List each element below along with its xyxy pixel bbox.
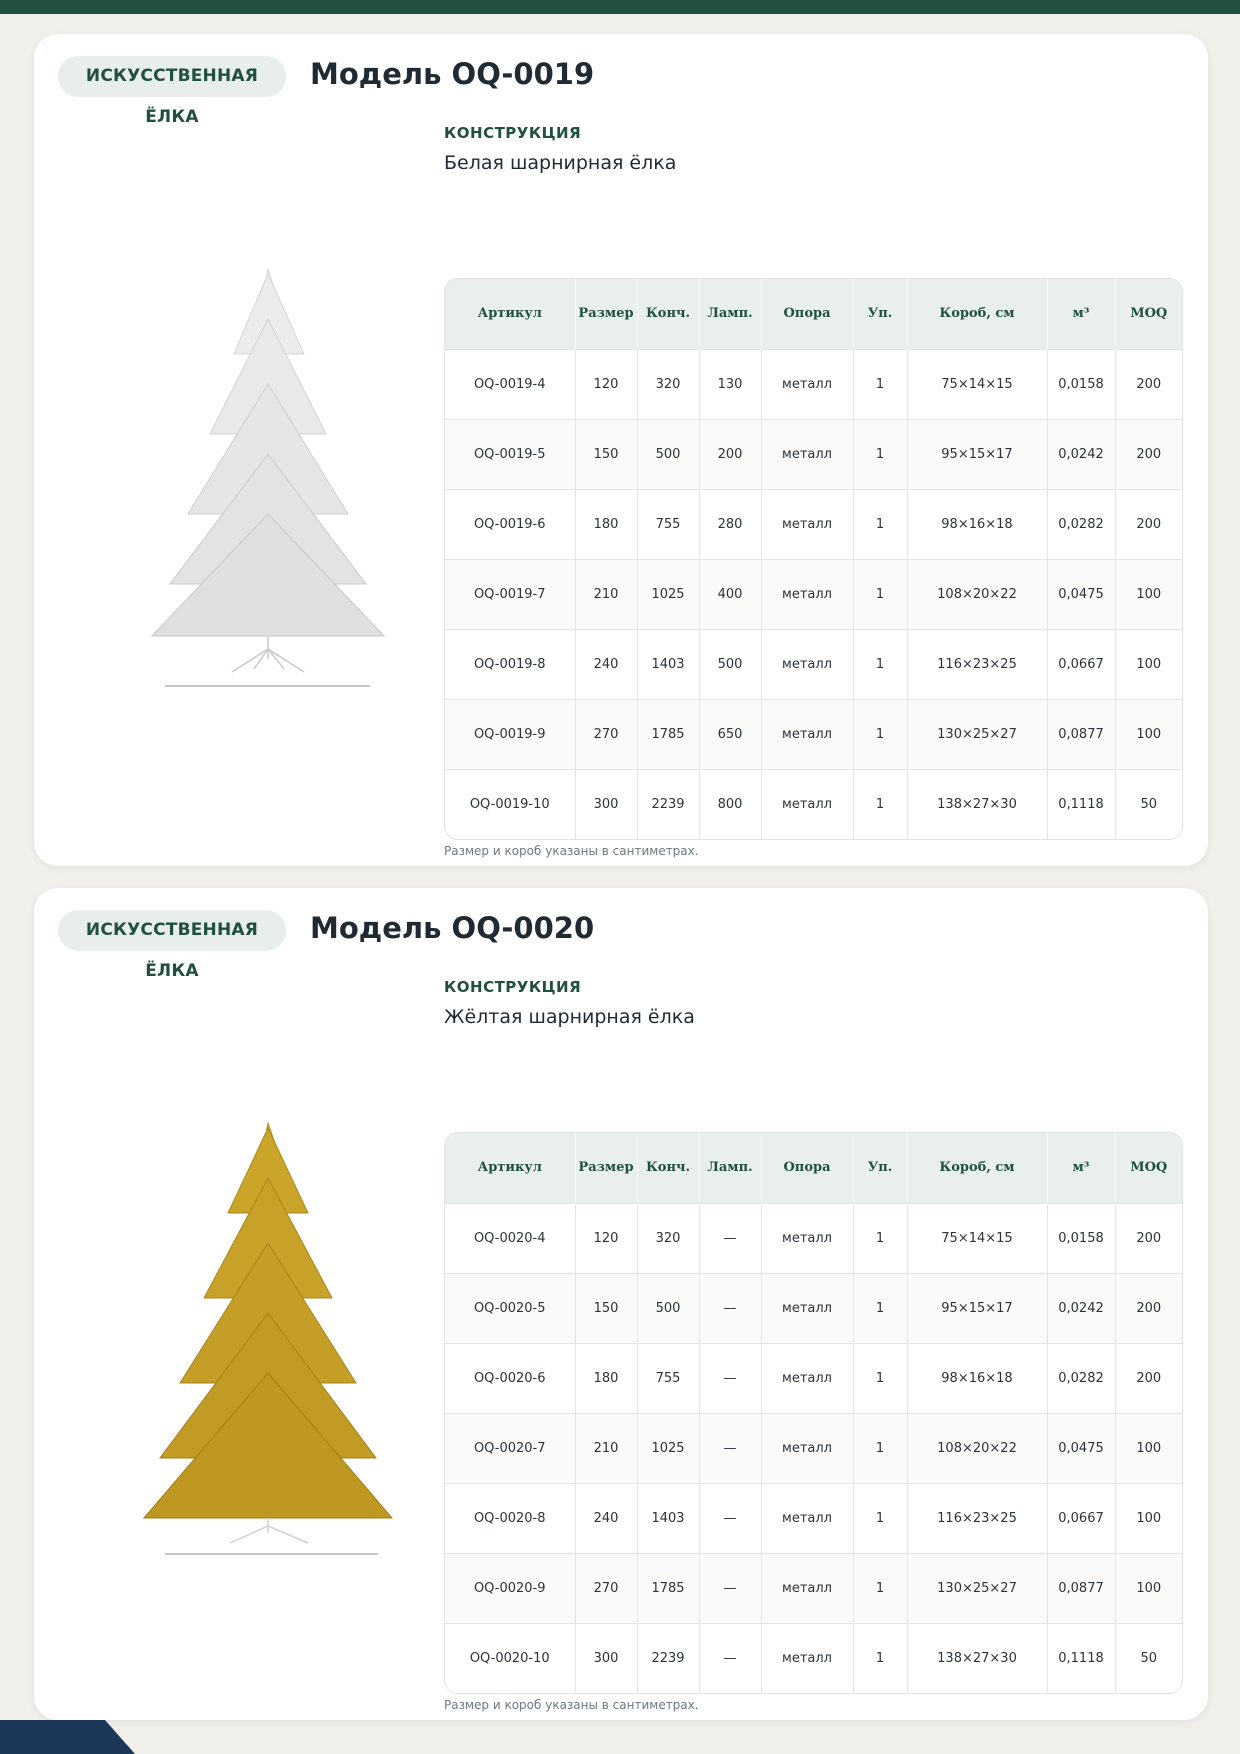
table-cell: OQ-0019-7 <box>445 559 575 629</box>
table-cell: OQ-0020-9 <box>445 1553 575 1623</box>
table-row <box>445 1483 1182 1553</box>
table-cell: 0,0667 <box>1047 629 1115 699</box>
table-cell: — <box>699 1343 761 1413</box>
table-header-row <box>445 279 1182 349</box>
table-cell: 50 <box>1115 1623 1182 1693</box>
white-christmas-tree-icon <box>94 264 434 704</box>
table-cell: 130×25×27 <box>907 1553 1047 1623</box>
table-row <box>445 559 1182 629</box>
table-cell: 2239 <box>637 769 699 839</box>
table-cell: 300 <box>575 1623 637 1693</box>
table-cell: — <box>699 1413 761 1483</box>
table-cell: металл <box>761 489 853 559</box>
table-cell: 0,0667 <box>1047 1483 1115 1553</box>
table-cell: металл <box>761 559 853 629</box>
table-cell: — <box>699 1623 761 1693</box>
table-cell: 0,1118 <box>1047 769 1115 839</box>
table-cell: 0,0282 <box>1047 1343 1115 1413</box>
table-cell: 200 <box>1115 419 1182 489</box>
column-header: MOQ <box>1115 1133 1182 1203</box>
top-accent-bar <box>0 0 1240 14</box>
table-cell: 1 <box>853 1553 907 1623</box>
table-cell: 500 <box>637 1273 699 1343</box>
table-cell: 500 <box>637 419 699 489</box>
table-cell: 1785 <box>637 1553 699 1623</box>
table-cell: 95×15×17 <box>907 419 1047 489</box>
table-cell: 1 <box>853 489 907 559</box>
table-row <box>445 699 1182 769</box>
column-header: Размер <box>575 279 637 349</box>
table-cell: 100 <box>1115 629 1182 699</box>
table-row <box>445 1343 1182 1413</box>
table-cell: OQ-0020-10 <box>445 1623 575 1693</box>
table-cell: металл <box>761 1203 853 1273</box>
column-header: Уп. <box>853 279 907 349</box>
yellow-christmas-tree-image <box>94 1118 434 1558</box>
table-header-row <box>445 1133 1182 1203</box>
table-cell: 75×14×15 <box>907 349 1047 419</box>
table-cell: металл <box>761 769 853 839</box>
column-header: Конч. <box>637 279 699 349</box>
table-row <box>445 349 1182 419</box>
table-cell: — <box>699 1203 761 1273</box>
table-cell: OQ-0019-5 <box>445 419 575 489</box>
table-cell: 320 <box>637 1203 699 1273</box>
table-cell: 1 <box>853 1623 907 1693</box>
table-cell: OQ-0020-6 <box>445 1343 575 1413</box>
table-cell: 1 <box>853 629 907 699</box>
column-header: Ламп. <box>699 279 761 349</box>
table-cell: — <box>699 1553 761 1623</box>
table-cell: — <box>699 1273 761 1343</box>
table-cell: — <box>699 1483 761 1553</box>
table-cell: 800 <box>699 769 761 839</box>
table-cell: 120 <box>575 349 637 419</box>
table-cell: 200 <box>1115 1343 1182 1413</box>
column-header: Конч. <box>637 1133 699 1203</box>
table-cell: 240 <box>575 629 637 699</box>
table-cell: 1 <box>853 769 907 839</box>
table-cell: 0,0158 <box>1047 349 1115 419</box>
construction-label: КОНСТРУКЦИЯ <box>444 978 582 996</box>
corner-decoration <box>0 1720 135 1754</box>
table-cell: 200 <box>699 419 761 489</box>
table-cell: OQ-0019-8 <box>445 629 575 699</box>
category-badge: ИСКУССТВЕННАЯ ЁЛКА <box>58 910 286 951</box>
table-row <box>445 1623 1182 1693</box>
table-cell: металл <box>761 699 853 769</box>
construction-label: КОНСТРУКЦИЯ <box>444 124 582 142</box>
table-cell: 1403 <box>637 1483 699 1553</box>
table-cell: 1 <box>853 1203 907 1273</box>
table-row <box>445 1413 1182 1483</box>
table-cell: 400 <box>699 559 761 629</box>
table-cell: OQ-0020-8 <box>445 1483 575 1553</box>
table-cell: 200 <box>1115 1203 1182 1273</box>
table-row <box>445 629 1182 699</box>
table-cell: 650 <box>699 699 761 769</box>
table-cell: 500 <box>699 629 761 699</box>
table-cell: 98×16×18 <box>907 1343 1047 1413</box>
column-header: Размер <box>575 1133 637 1203</box>
column-header: Уп. <box>853 1133 907 1203</box>
table-cell: OQ-0020-5 <box>445 1273 575 1343</box>
table-cell: OQ-0019-6 <box>445 489 575 559</box>
product-card <box>34 888 1208 1720</box>
table-cell: 0,0242 <box>1047 419 1115 489</box>
table-cell: 100 <box>1115 559 1182 629</box>
table-cell: 1 <box>853 699 907 769</box>
table-cell: 1025 <box>637 559 699 629</box>
column-header: м³ <box>1047 1133 1115 1203</box>
table-footnote: Размер и короб указаны в сантиметрах. <box>444 1698 699 1712</box>
table-cell: 0,0877 <box>1047 699 1115 769</box>
table-cell: 0,1118 <box>1047 1623 1115 1693</box>
table-cell: 1 <box>853 1413 907 1483</box>
table-cell: 100 <box>1115 1553 1182 1623</box>
table-cell: 1 <box>853 1273 907 1343</box>
table-cell: металл <box>761 1343 853 1413</box>
table-cell: 0,0282 <box>1047 489 1115 559</box>
white-christmas-tree-image <box>94 264 434 704</box>
table-cell: 240 <box>575 1483 637 1553</box>
table-cell: 2239 <box>637 1623 699 1693</box>
table-cell: 210 <box>575 559 637 629</box>
table-cell: 200 <box>1115 349 1182 419</box>
table-cell: 1785 <box>637 699 699 769</box>
table-cell: 200 <box>1115 1273 1182 1343</box>
table-cell: металл <box>761 1273 853 1343</box>
table-cell: 0,0475 <box>1047 1413 1115 1483</box>
table-cell: OQ-0019-4 <box>445 349 575 419</box>
table-cell: OQ-0020-4 <box>445 1203 575 1273</box>
table-cell: OQ-0020-7 <box>445 1413 575 1483</box>
table-cell: 300 <box>575 769 637 839</box>
table-cell: 1025 <box>637 1413 699 1483</box>
table-cell: OQ-0019-9 <box>445 699 575 769</box>
column-header: Короб, см <box>907 1133 1047 1203</box>
table-row <box>445 1553 1182 1623</box>
table-cell: 98×16×18 <box>907 489 1047 559</box>
table-cell: 116×23×25 <box>907 1483 1047 1553</box>
column-header: Ламп. <box>699 1133 761 1203</box>
table-cell: OQ-0019-10 <box>445 769 575 839</box>
table-cell: 210 <box>575 1413 637 1483</box>
table-cell: металл <box>761 629 853 699</box>
table-row <box>445 1203 1182 1273</box>
table-cell: металл <box>761 1483 853 1553</box>
table-cell: металл <box>761 1413 853 1483</box>
table-cell: 200 <box>1115 489 1182 559</box>
table-row <box>445 419 1182 489</box>
spec-table <box>444 1132 1183 1694</box>
table-footnote: Размер и короб указаны в сантиметрах. <box>444 844 699 858</box>
table-cell: 320 <box>637 349 699 419</box>
construction-value: Белая шарнирная ёлка <box>444 152 677 174</box>
model-title: Модель OQ-0020 <box>310 911 595 945</box>
table-cell: 280 <box>699 489 761 559</box>
table-cell: 1 <box>853 1343 907 1413</box>
table-cell: 180 <box>575 1343 637 1413</box>
column-header: Артикул <box>445 1133 575 1203</box>
table-cell: 1403 <box>637 629 699 699</box>
column-header: м³ <box>1047 279 1115 349</box>
table-cell: 100 <box>1115 699 1182 769</box>
table-cell: 100 <box>1115 1483 1182 1553</box>
table-cell: 75×14×15 <box>907 1203 1047 1273</box>
table-cell: металл <box>761 349 853 419</box>
column-header: Артикул <box>445 279 575 349</box>
category-badge: ИСКУССТВЕННАЯ ЁЛКА <box>58 56 286 97</box>
table-cell: 1 <box>853 419 907 489</box>
table-cell: металл <box>761 1553 853 1623</box>
table-cell: 130×25×27 <box>907 699 1047 769</box>
column-header: MOQ <box>1115 279 1182 349</box>
table-cell: 130 <box>699 349 761 419</box>
table-cell: 95×15×17 <box>907 1273 1047 1343</box>
column-header: Короб, см <box>907 279 1047 349</box>
model-title: Модель OQ-0019 <box>310 57 595 91</box>
table-cell: 270 <box>575 1553 637 1623</box>
table-cell: 0,0475 <box>1047 559 1115 629</box>
table-cell: 1 <box>853 559 907 629</box>
table-cell: металл <box>761 419 853 489</box>
table-cell: 0,0242 <box>1047 1273 1115 1343</box>
table-cell: 100 <box>1115 1413 1182 1483</box>
table-cell: 1 <box>853 349 907 419</box>
column-header: Опора <box>761 1133 853 1203</box>
table-cell: 270 <box>575 699 637 769</box>
table-cell: 116×23×25 <box>907 629 1047 699</box>
table-cell: 108×20×22 <box>907 1413 1047 1483</box>
table-cell: 138×27×30 <box>907 769 1047 839</box>
table-cell: 0,0158 <box>1047 1203 1115 1273</box>
table-cell: 150 <box>575 1273 637 1343</box>
table-cell: 50 <box>1115 769 1182 839</box>
spec-table <box>444 278 1183 840</box>
column-header: Опора <box>761 279 853 349</box>
table-cell: 0,0877 <box>1047 1553 1115 1623</box>
table-cell: 120 <box>575 1203 637 1273</box>
product-card <box>34 34 1208 866</box>
table-cell: 1 <box>853 1483 907 1553</box>
table-cell: 108×20×22 <box>907 559 1047 629</box>
table-cell: 755 <box>637 489 699 559</box>
yellow-christmas-tree-icon <box>94 1118 434 1558</box>
table-cell: 138×27×30 <box>907 1623 1047 1693</box>
table-cell: металл <box>761 1623 853 1693</box>
construction-value: Жёлтая шарнирная ёлка <box>444 1006 695 1028</box>
table-cell: 150 <box>575 419 637 489</box>
table-row <box>445 489 1182 559</box>
table-row <box>445 1273 1182 1343</box>
table-row <box>445 769 1182 839</box>
table-cell: 180 <box>575 489 637 559</box>
table-cell: 755 <box>637 1343 699 1413</box>
